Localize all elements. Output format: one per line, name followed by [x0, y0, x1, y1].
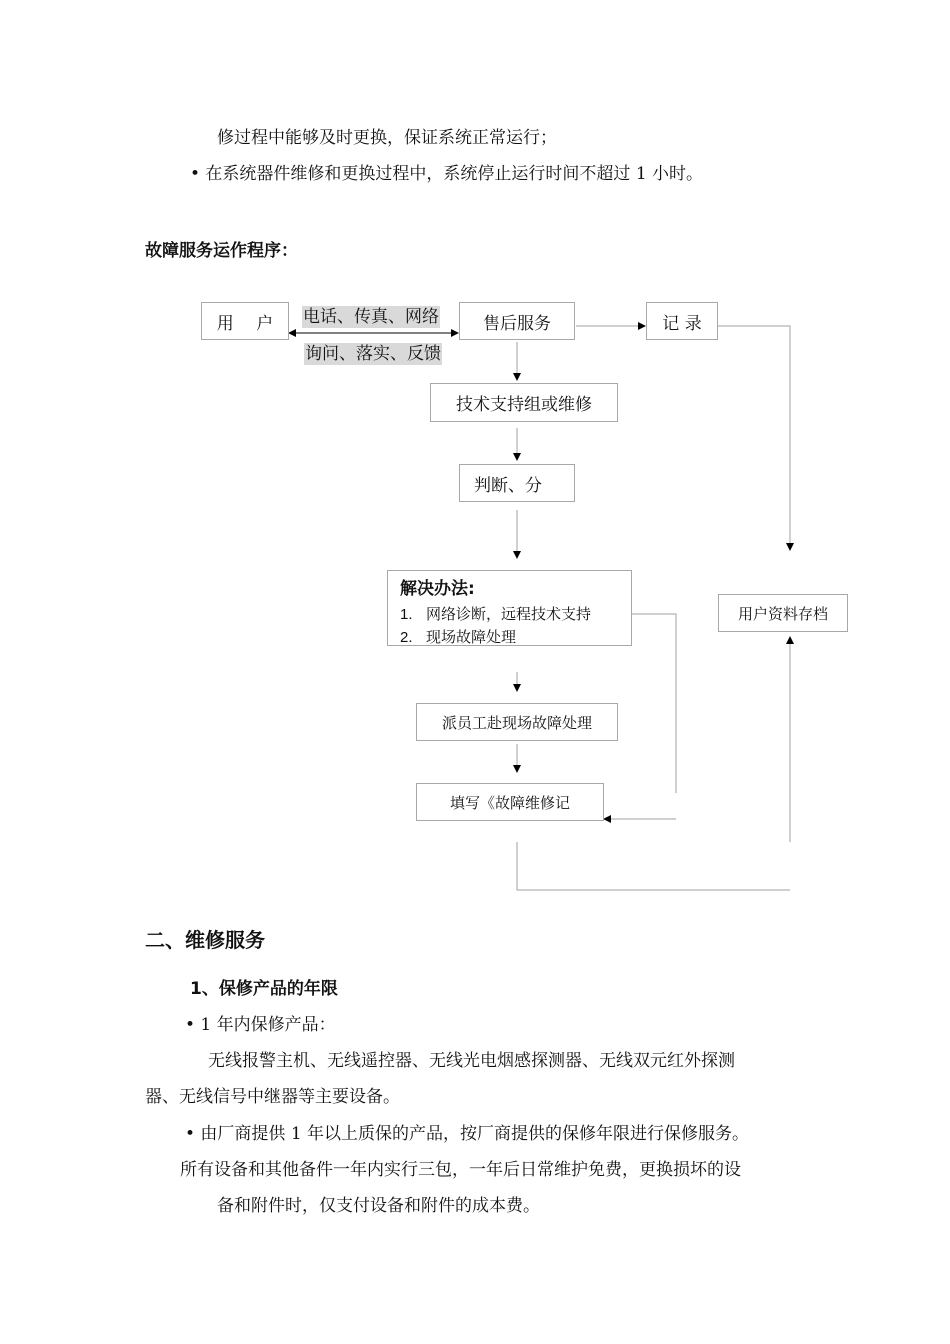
node-user — [201, 302, 289, 340]
node-record-label: 记 录 — [662, 313, 702, 334]
section2-para1-line2: 器、无线信号中继器等主要设备。 — [145, 1087, 400, 1107]
solution-item-2-num: 2. — [400, 629, 413, 646]
node-tech-support-label: 技术支持组或维修 — [456, 395, 592, 415]
flow-heading: 故障服务运作程序： — [145, 241, 298, 261]
solution-item-1 — [400, 603, 619, 626]
channel-label-top: 电话、传真、网络 — [303, 307, 439, 327]
node-tech-support — [430, 383, 618, 422]
solution-item-2 — [400, 626, 619, 646]
section2-bullet-2: • 由厂商提供 1 年以上质保的产品，按厂商提供的保修年限进行保修服务。 — [185, 1124, 750, 1144]
section2-para1-line1: 无线报警主机、无线遥控器、无线光电烟感探测器、无线双元红外探测 — [208, 1051, 735, 1071]
solution-item-1-num: 1. — [400, 606, 413, 623]
line-form-bottom — [517, 842, 790, 890]
node-judge — [459, 464, 575, 502]
section2-para2-line1: 所有设备和其他备件一年内实行三包，一年后日常维护免费，更换损坏的设 — [180, 1160, 741, 1180]
node-judge-label: 判断、分 — [474, 475, 542, 496]
node-user-label: 用 户 — [216, 313, 274, 334]
intro-line-2: • 在系统器件维修和更换过程中，系统停止运行时间不超过 1 小时。 — [190, 164, 704, 184]
node-after-sales — [459, 302, 575, 340]
line-solution-loop — [632, 614, 676, 793]
node-record — [646, 302, 718, 340]
channel-label-bottom: 询问、落实、反馈 — [305, 344, 441, 364]
section2-para2-line2: 备和附件时，仅支付设备和附件的成本费。 — [217, 1196, 540, 1216]
node-archive — [718, 594, 848, 632]
section2-subtitle: 1、保修产品的年限 — [190, 979, 338, 999]
section2-title: 二、维修服务 — [145, 928, 265, 952]
node-dispatch-label: 派员工赴现场故障处理 — [441, 713, 592, 732]
solution-item-1-text: 网络诊断，远程技术支持 — [426, 605, 592, 623]
node-fill-form — [416, 783, 604, 821]
node-after-sales-label: 售后服务 — [483, 313, 551, 334]
node-archive-label: 用户资料存档 — [737, 604, 828, 623]
section2-bullet-1: • 1 年内保修产品： — [185, 1015, 336, 1035]
solution-title: 解决办法: — [400, 579, 475, 599]
arrow-record-archive — [718, 326, 790, 550]
node-solution — [387, 570, 632, 646]
solution-item-2-text: 现场故障处理 — [426, 628, 517, 646]
node-dispatch — [416, 703, 618, 741]
intro-line-1: 修过程中能够及时更换，保证系统正常运行； — [217, 128, 557, 148]
node-fill-form-label: 填写《故障维修记 — [449, 793, 570, 812]
